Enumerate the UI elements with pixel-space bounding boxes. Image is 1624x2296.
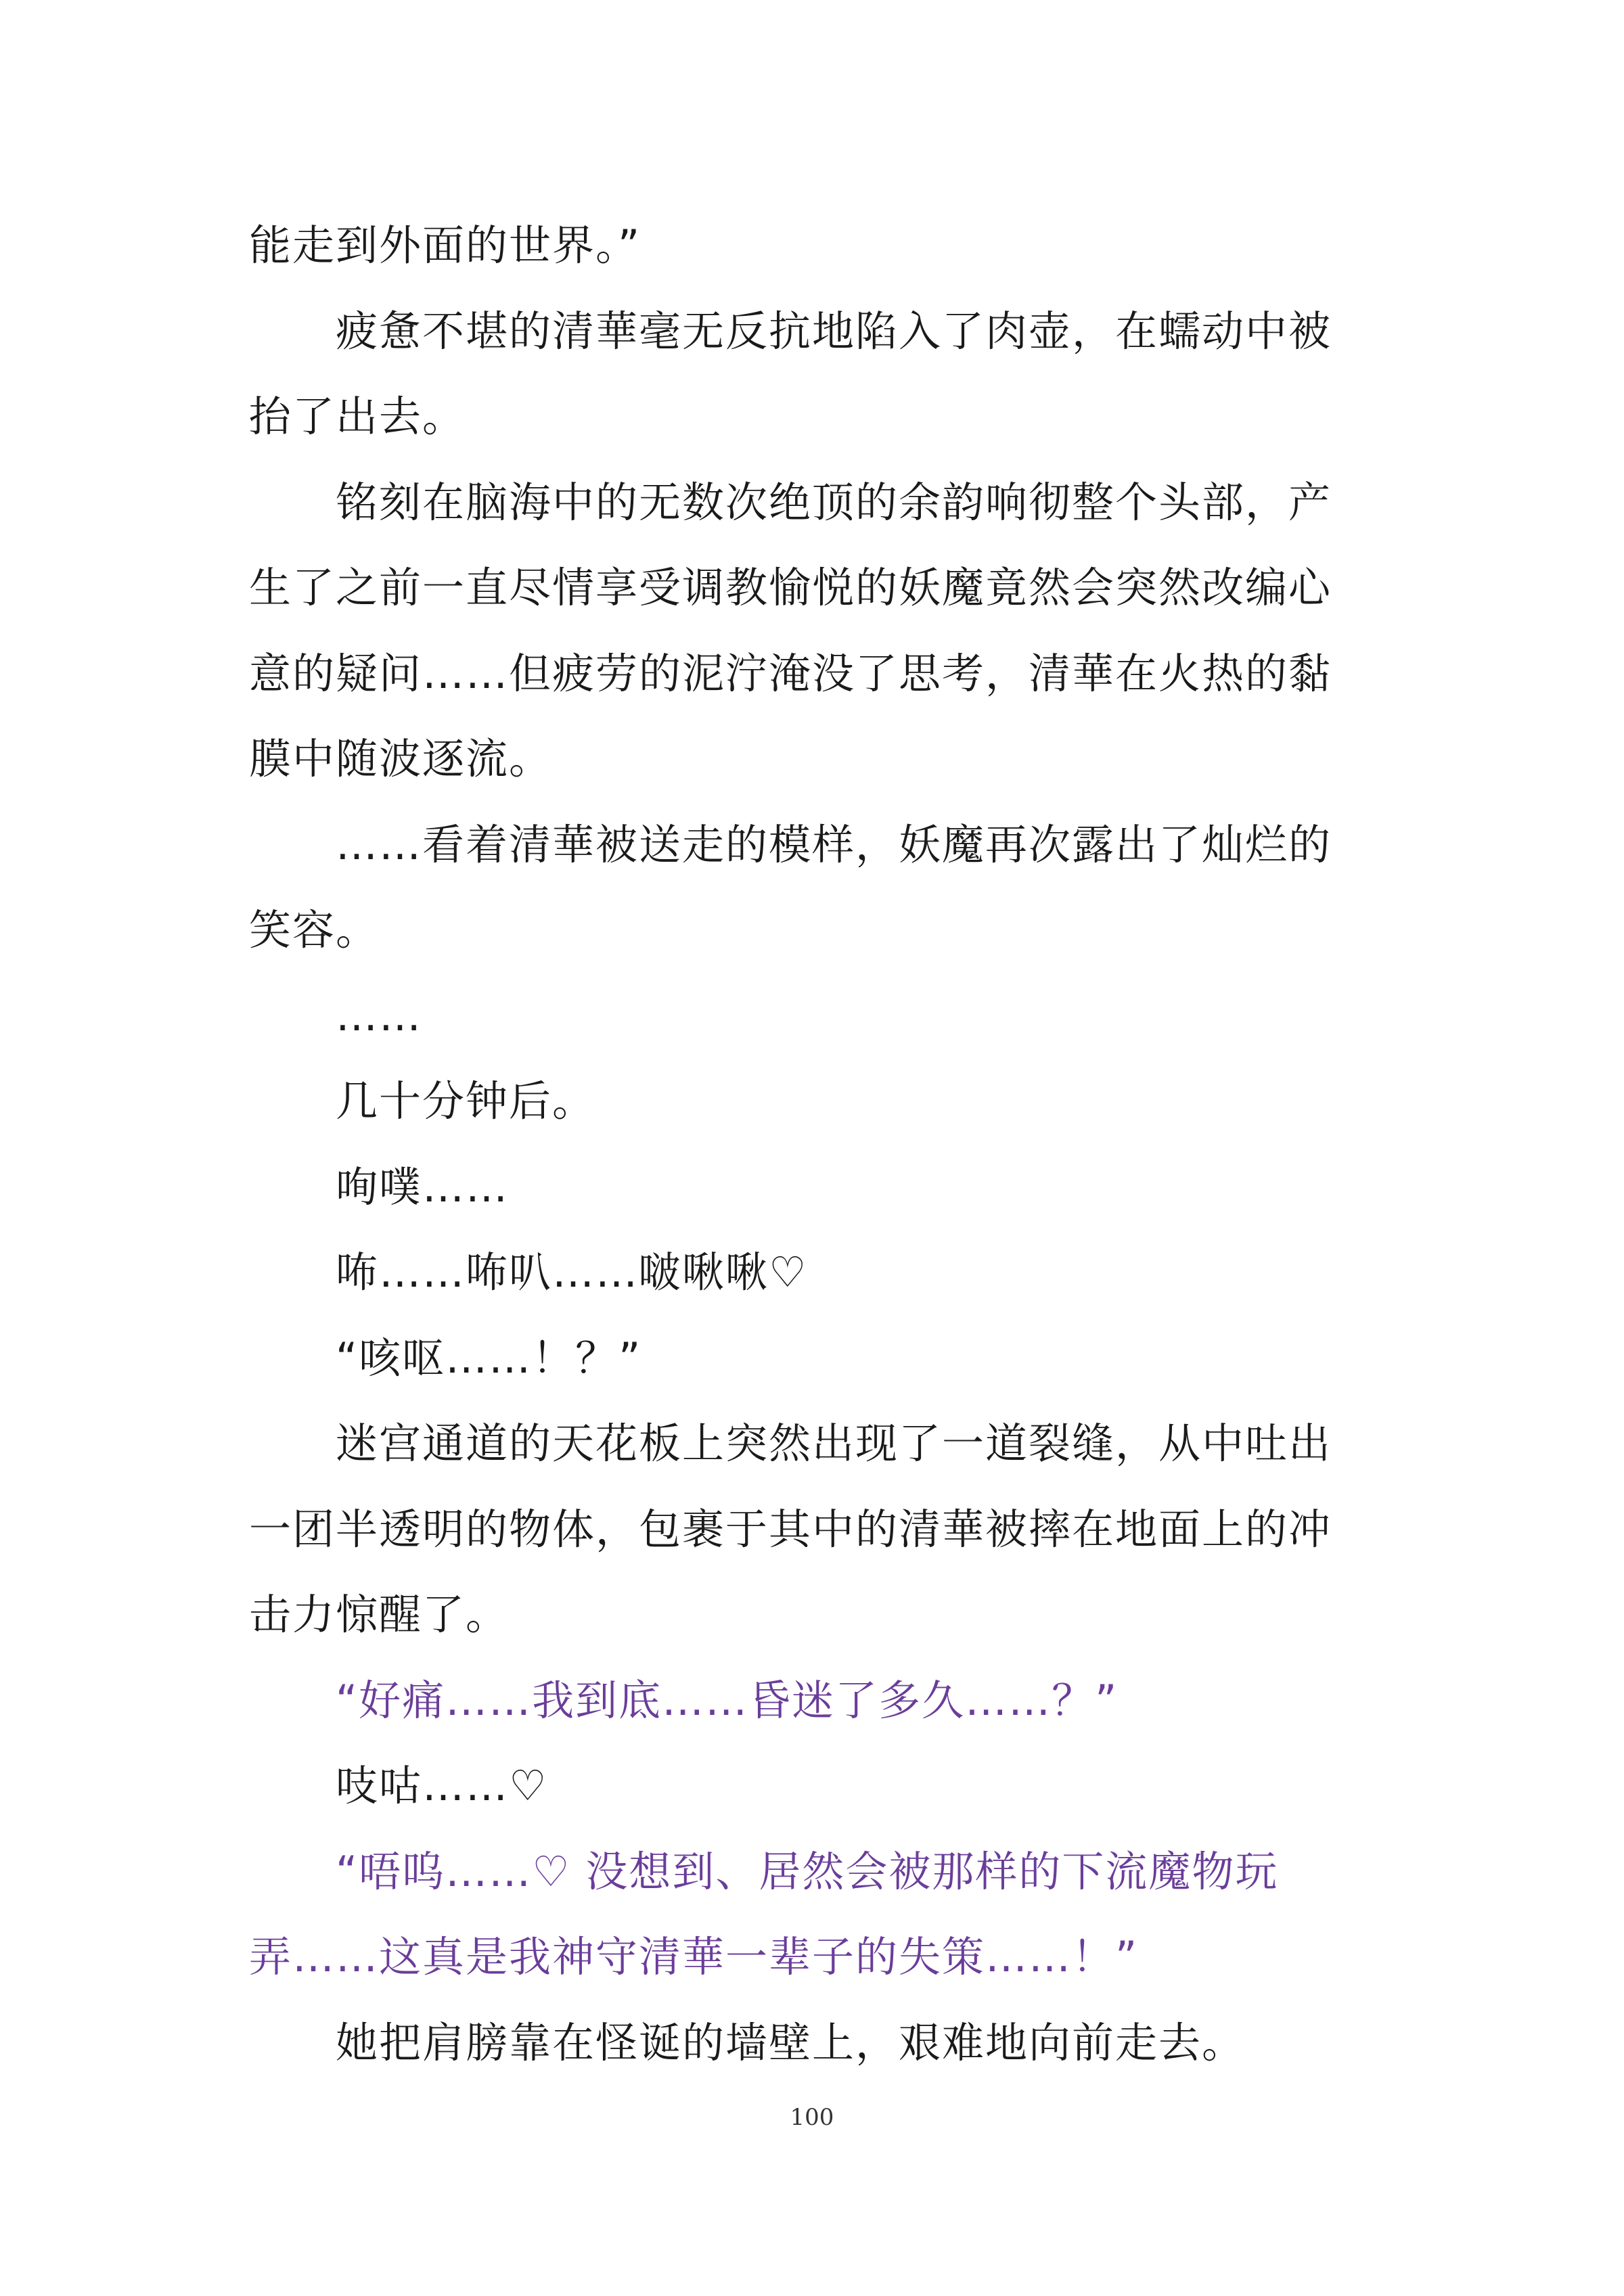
text-line: ……看着清華被送走的模样，妖魔再次露出了灿烂的: [336, 819, 1332, 869]
text-line: 咰噗……: [336, 1162, 510, 1212]
text-line: ……: [336, 990, 422, 1040]
text-line: 抬了出去。: [249, 392, 466, 441]
page-body: [249, 203, 1399, 2086]
text-line: 笑容。: [249, 905, 380, 955]
text-line: 咘……咘叭……啵啾啾♡: [336, 1247, 808, 1297]
text-line: 吱咕……♡: [336, 1761, 548, 1810]
text-line: 击力惊醒了。: [249, 1590, 510, 1639]
text-line: 生了之前一直尽情享受调教愉悦的妖魔竟然会突然改编心: [249, 563, 1332, 612]
dialogue-line: “唔呜……♡ 没想到、居然会被那样的下流魔物玩: [336, 1846, 1279, 1896]
page-number: 100: [790, 2104, 834, 2131]
text-line: 铭刻在脑海中的无数次绝顶的余韵响彻整个头部，产: [336, 477, 1332, 527]
text-line: 迷宫通道的天花板上突然出现了一道裂缝，从中吐出: [336, 1419, 1332, 1468]
text-line: 能走到外面的世界。”: [249, 221, 641, 270]
dialogue-line: 弄……这真是我神守清華一辈子的失策……！”: [249, 1932, 1139, 1981]
text-line: 一团半透明的物体，包裹于其中的清華被摔在地面上的冲: [249, 1504, 1332, 1554]
text-line: 膜中随波逐流。: [249, 734, 553, 783]
text-line: 意的疑问……但疲劳的泥泞淹没了思考，清華在火热的黏: [249, 648, 1332, 698]
text-line: 她把肩膀靠在怪诞的墙壁上，艰难地向前走去。: [336, 2017, 1246, 2067]
text-line: “咳呕……！？”: [336, 1333, 642, 1383]
dialogue-line: “好痛……我到底……昏迷了多久……？”: [336, 1675, 1119, 1725]
text-line: 几十分钟后。: [336, 1076, 596, 1126]
text-line: 疲惫不堪的清華毫无反抗地陷入了肉壶，在蠕动中被: [336, 306, 1332, 356]
